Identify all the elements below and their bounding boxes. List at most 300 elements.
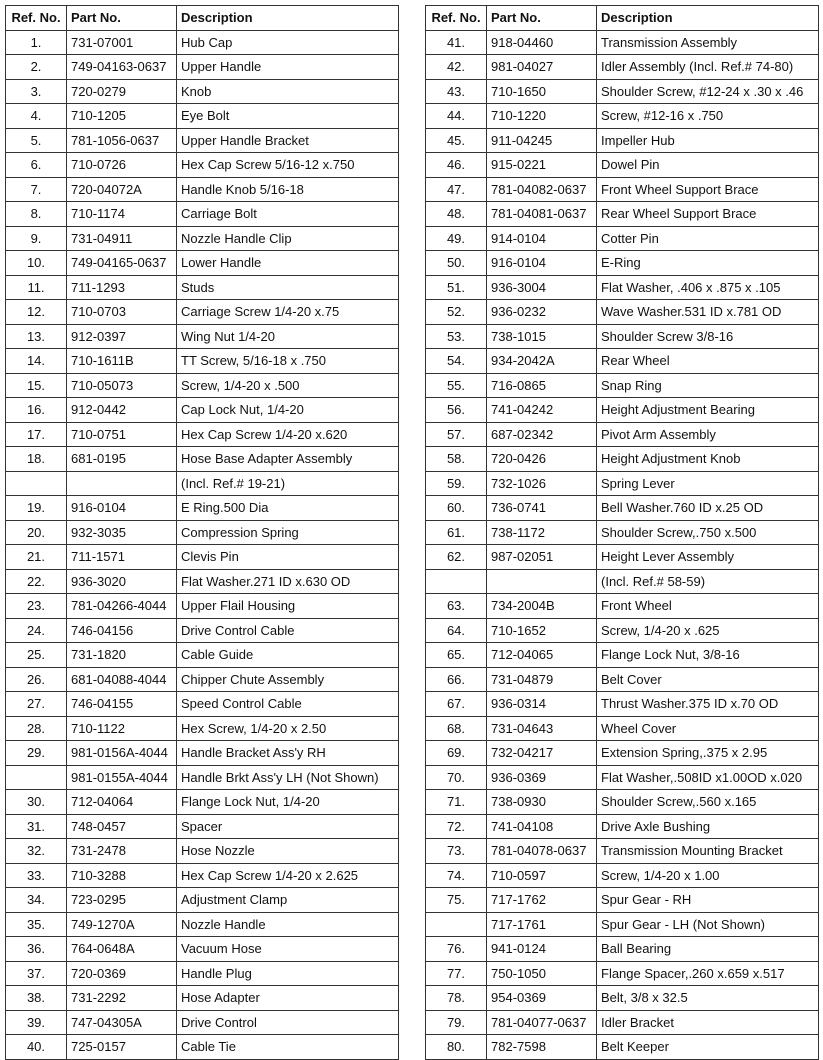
ref-no-cell: 50. xyxy=(426,251,487,276)
table-row xyxy=(426,765,819,790)
part-no-cell xyxy=(487,569,597,594)
part-no-cell: 731-04643 xyxy=(487,716,597,741)
ref-no-cell: 80. xyxy=(426,1035,487,1060)
ref-no-cell: 48. xyxy=(426,202,487,227)
table-row xyxy=(6,839,399,864)
part-no-cell: 710-1611B xyxy=(67,349,177,374)
table-row xyxy=(6,741,399,766)
ref-no-cell: 69. xyxy=(426,741,487,766)
ref-no-cell: 63. xyxy=(426,594,487,619)
part-no-cell: 749-04163-0637 xyxy=(67,55,177,80)
description-cell: Compression Spring xyxy=(177,520,399,545)
part-no-cell: 750-1050 xyxy=(487,961,597,986)
part-no-cell: 941-0124 xyxy=(487,937,597,962)
part-no-cell: 712-04064 xyxy=(67,790,177,815)
part-no-cell: 710-1174 xyxy=(67,202,177,227)
table-row xyxy=(426,618,819,643)
part-no-cell: 741-04108 xyxy=(487,814,597,839)
description-cell: Belt Keeper xyxy=(597,1035,819,1060)
table-row xyxy=(426,716,819,741)
ref-no-cell: 15. xyxy=(6,373,67,398)
table-row xyxy=(6,251,399,276)
part-no-cell: 981-0155A-4044 xyxy=(67,765,177,790)
part-no-cell: 712-04065 xyxy=(487,643,597,668)
part-no-cell: 710-0597 xyxy=(487,863,597,888)
description-cell: Rear Wheel Support Brace xyxy=(597,202,819,227)
description-cell: Height Lever Assembly xyxy=(597,545,819,570)
description-cell: Shoulder Screw, #12-24 x .30 x .46 xyxy=(597,79,819,104)
ref-no-cell: 62. xyxy=(426,545,487,570)
part-no-cell: 731-2478 xyxy=(67,839,177,864)
table-row xyxy=(426,888,819,913)
table-row xyxy=(6,226,399,251)
table-row xyxy=(426,226,819,251)
ref-no-cell: 24. xyxy=(6,618,67,643)
table-row xyxy=(6,912,399,937)
part-no-cell: 710-0703 xyxy=(67,300,177,325)
ref-no-cell: 66. xyxy=(426,667,487,692)
part-no-cell: 720-04072A xyxy=(67,177,177,202)
table-row xyxy=(6,275,399,300)
ref-no-cell: 44. xyxy=(426,104,487,129)
ref-no-cell: 35. xyxy=(6,912,67,937)
part-no-cell: 731-1820 xyxy=(67,643,177,668)
description-cell: Adjustment Clamp xyxy=(177,888,399,913)
part-no-cell: 746-04156 xyxy=(67,618,177,643)
part-no-cell: 918-04460 xyxy=(487,30,597,55)
description-cell: Hose Base Adapter Assembly xyxy=(177,447,399,472)
table-row xyxy=(426,961,819,986)
part-no-cell xyxy=(67,471,177,496)
table-row xyxy=(426,643,819,668)
part-no-cell: 720-0426 xyxy=(487,447,597,472)
table-row xyxy=(6,128,399,153)
description-cell: Flange Lock Nut, 3/8-16 xyxy=(597,643,819,668)
table-row xyxy=(426,471,819,496)
ref-no-header: Ref. No. xyxy=(6,6,67,31)
description-cell: Snap Ring xyxy=(597,373,819,398)
description-cell: Flat Washer, .406 x .875 x .105 xyxy=(597,275,819,300)
header-row xyxy=(6,6,399,31)
part-no-cell: 723-0295 xyxy=(67,888,177,913)
description-cell: (Incl. Ref.# 19-21) xyxy=(177,471,399,496)
ref-no-cell: 23. xyxy=(6,594,67,619)
table-row xyxy=(426,667,819,692)
part-no-cell: 911-04245 xyxy=(487,128,597,153)
table-row xyxy=(426,128,819,153)
part-no-cell: 916-0104 xyxy=(67,496,177,521)
ref-no-cell: 68. xyxy=(426,716,487,741)
description-cell: Handle Bracket Ass'y RH xyxy=(177,741,399,766)
ref-no-cell: 51. xyxy=(426,275,487,300)
ref-no-cell: 43. xyxy=(426,79,487,104)
part-no-cell: 731-07001 xyxy=(67,30,177,55)
description-cell: Front Wheel xyxy=(597,594,819,619)
ref-no-cell xyxy=(6,765,67,790)
parts-table-left xyxy=(5,5,399,1060)
ref-no-cell: 40. xyxy=(6,1035,67,1060)
ref-no-cell: 20. xyxy=(6,520,67,545)
description-cell: Handle Knob 5/16-18 xyxy=(177,177,399,202)
part-no-cell: 981-0156A-4044 xyxy=(67,741,177,766)
description-cell: Height Adjustment Knob xyxy=(597,447,819,472)
description-cell: Hex Screw, 1/4-20 x 2.50 xyxy=(177,716,399,741)
table-row xyxy=(6,814,399,839)
part-no-cell: 710-3288 xyxy=(67,863,177,888)
description-cell: Cable Guide xyxy=(177,643,399,668)
description-cell: Upper Flail Housing xyxy=(177,594,399,619)
ref-no-cell: 79. xyxy=(426,1010,487,1035)
ref-no-cell: 27. xyxy=(6,692,67,717)
table-row xyxy=(6,790,399,815)
header-row xyxy=(426,6,819,31)
table-row xyxy=(6,104,399,129)
description-cell: Idler Bracket xyxy=(597,1010,819,1035)
ref-no-cell: 1. xyxy=(6,30,67,55)
part-no-cell: 954-0369 xyxy=(487,986,597,1011)
ref-no-cell: 71. xyxy=(426,790,487,815)
table-row xyxy=(426,863,819,888)
table-row xyxy=(426,447,819,472)
part-no-cell: 936-0232 xyxy=(487,300,597,325)
part-no-cell: 731-04911 xyxy=(67,226,177,251)
table-row xyxy=(426,1035,819,1060)
ref-no-cell: 28. xyxy=(6,716,67,741)
description-cell: Bell Washer.760 ID x.25 OD xyxy=(597,496,819,521)
part-no-cell: 981-04027 xyxy=(487,55,597,80)
description-cell: Transmission Mounting Bracket xyxy=(597,839,819,864)
description-cell: Carriage Screw 1/4-20 x.75 xyxy=(177,300,399,325)
table-row xyxy=(426,153,819,178)
part-no-cell: 738-0930 xyxy=(487,790,597,815)
table-row xyxy=(6,349,399,374)
table-row xyxy=(6,569,399,594)
description-cell: Upper Handle xyxy=(177,55,399,80)
part-no-cell: 916-0104 xyxy=(487,251,597,276)
description-cell: Belt, 3/8 x 32.5 xyxy=(597,986,819,1011)
ref-no-cell: 55. xyxy=(426,373,487,398)
parts-list-left xyxy=(6,30,399,1059)
ref-no-cell: 76. xyxy=(426,937,487,962)
part-no-cell: 936-3004 xyxy=(487,275,597,300)
table-row xyxy=(6,765,399,790)
table-row xyxy=(426,251,819,276)
ref-no-cell: 64. xyxy=(426,618,487,643)
description-cell: Cotter Pin xyxy=(597,226,819,251)
ref-no-cell: 32. xyxy=(6,839,67,864)
table-row xyxy=(6,618,399,643)
table-row xyxy=(426,422,819,447)
table-row xyxy=(6,300,399,325)
table-row xyxy=(426,349,819,374)
description-cell: Chipper Chute Assembly xyxy=(177,667,399,692)
part-no-cell: 725-0157 xyxy=(67,1035,177,1060)
ref-no-cell: 13. xyxy=(6,324,67,349)
ref-no-cell: 46. xyxy=(426,153,487,178)
description-cell: Screw, 1/4-20 x 1.00 xyxy=(597,863,819,888)
description-cell: Handle Plug xyxy=(177,961,399,986)
ref-no-cell: 49. xyxy=(426,226,487,251)
table-row xyxy=(6,545,399,570)
ref-no-cell: 5. xyxy=(6,128,67,153)
part-no-cell: 710-1650 xyxy=(487,79,597,104)
ref-no-cell: 47. xyxy=(426,177,487,202)
part-no-cell: 738-1015 xyxy=(487,324,597,349)
table-row xyxy=(426,790,819,815)
description-cell: Carriage Bolt xyxy=(177,202,399,227)
description-cell: Spur Gear - LH (Not Shown) xyxy=(597,912,819,937)
part-no-cell: 914-0104 xyxy=(487,226,597,251)
description-cell: Flange Spacer,.260 x.659 x.517 xyxy=(597,961,819,986)
ref-no-cell: 37. xyxy=(6,961,67,986)
description-cell: Hose Nozzle xyxy=(177,839,399,864)
table-row xyxy=(6,937,399,962)
table-row xyxy=(6,471,399,496)
table-row xyxy=(6,447,399,472)
description-cell: Belt Cover xyxy=(597,667,819,692)
table-row xyxy=(426,986,819,1011)
ref-no-cell: 36. xyxy=(6,937,67,962)
table-row xyxy=(426,79,819,104)
part-no-cell: 717-1762 xyxy=(487,888,597,913)
part-no-cell: 720-0279 xyxy=(67,79,177,104)
part-no-cell: 934-2042A xyxy=(487,349,597,374)
description-cell: Screw, 1/4-20 x .500 xyxy=(177,373,399,398)
part-no-cell: 687-02342 xyxy=(487,422,597,447)
part-no-cell: 781-04082-0637 xyxy=(487,177,597,202)
ref-no-cell: 73. xyxy=(426,839,487,864)
part-no-cell: 731-2292 xyxy=(67,986,177,1011)
ref-no-cell: 6. xyxy=(6,153,67,178)
description-cell: Impeller Hub xyxy=(597,128,819,153)
table-row xyxy=(426,104,819,129)
table-row xyxy=(426,1010,819,1035)
description-cell: Height Adjustment Bearing xyxy=(597,398,819,423)
description-cell: Flat Washer,.508ID x1.00OD x.020 xyxy=(597,765,819,790)
part-no-cell: 716-0865 xyxy=(487,373,597,398)
ref-no-cell: 72. xyxy=(426,814,487,839)
description-cell: Idler Assembly (Incl. Ref.# 74-80) xyxy=(597,55,819,80)
part-no-cell: 732-04217 xyxy=(487,741,597,766)
ref-no-cell xyxy=(6,471,67,496)
part-no-cell: 782-7598 xyxy=(487,1035,597,1060)
description-cell: Spur Gear - RH xyxy=(597,888,819,913)
table-row xyxy=(426,30,819,55)
ref-no-cell: 65. xyxy=(426,643,487,668)
ref-no-cell: 59. xyxy=(426,471,487,496)
ref-no-cell: 70. xyxy=(426,765,487,790)
ref-no-cell: 25. xyxy=(6,643,67,668)
ref-no-cell: 33. xyxy=(6,863,67,888)
ref-no-cell: 41. xyxy=(426,30,487,55)
parts-list-right xyxy=(426,30,819,1059)
ref-no-cell: 19. xyxy=(6,496,67,521)
description-cell: Spring Lever xyxy=(597,471,819,496)
table-row xyxy=(6,1035,399,1060)
table-row xyxy=(426,839,819,864)
part-no-header: Part No. xyxy=(67,6,177,31)
description-cell: Hub Cap xyxy=(177,30,399,55)
description-cell: (Incl. Ref.# 58-59) xyxy=(597,569,819,594)
table-row xyxy=(6,496,399,521)
description-cell: Studs xyxy=(177,275,399,300)
description-cell: Wing Nut 1/4-20 xyxy=(177,324,399,349)
ref-no-cell: 26. xyxy=(6,667,67,692)
table-row xyxy=(426,398,819,423)
table-row xyxy=(6,667,399,692)
description-cell: Hex Cap Screw 1/4-20 x 2.625 xyxy=(177,863,399,888)
ref-no-cell: 9. xyxy=(6,226,67,251)
ref-no-cell: 39. xyxy=(6,1010,67,1035)
description-cell: Nozzle Handle xyxy=(177,912,399,937)
table-row xyxy=(6,594,399,619)
description-cell: Nozzle Handle Clip xyxy=(177,226,399,251)
ref-no-cell: 58. xyxy=(426,447,487,472)
table-row xyxy=(6,520,399,545)
description-cell: Ball Bearing xyxy=(597,937,819,962)
ref-no-cell: 18. xyxy=(6,447,67,472)
ref-no-cell: 10. xyxy=(6,251,67,276)
table-row xyxy=(426,300,819,325)
part-no-cell: 717-1761 xyxy=(487,912,597,937)
table-row xyxy=(426,496,819,521)
ref-no-cell: 78. xyxy=(426,986,487,1011)
table-row xyxy=(426,594,819,619)
part-no-cell: 736-0741 xyxy=(487,496,597,521)
ref-no-cell: 53. xyxy=(426,324,487,349)
description-cell: Drive Control Cable xyxy=(177,618,399,643)
description-cell: Vacuum Hose xyxy=(177,937,399,962)
table-row xyxy=(426,373,819,398)
description-cell: Hex Cap Screw 1/4-20 x.620 xyxy=(177,422,399,447)
ref-no-cell xyxy=(426,569,487,594)
description-cell: Extension Spring,.375 x 2.95 xyxy=(597,741,819,766)
part-no-cell: 710-1652 xyxy=(487,618,597,643)
ref-no-cell: 42. xyxy=(426,55,487,80)
part-no-cell: 987-02051 xyxy=(487,545,597,570)
table-row xyxy=(6,202,399,227)
table-row xyxy=(6,888,399,913)
description-cell: Rear Wheel xyxy=(597,349,819,374)
table-row xyxy=(426,202,819,227)
table-row xyxy=(426,55,819,80)
table-row xyxy=(6,986,399,1011)
description-cell: Front Wheel Support Brace xyxy=(597,177,819,202)
table-row xyxy=(426,814,819,839)
part-no-cell: 915-0221 xyxy=(487,153,597,178)
part-no-cell: 747-04305A xyxy=(67,1010,177,1035)
description-cell: Wave Washer.531 ID x.781 OD xyxy=(597,300,819,325)
part-no-cell: 710-05073 xyxy=(67,373,177,398)
part-no-cell: 936-0314 xyxy=(487,692,597,717)
table-row xyxy=(426,741,819,766)
table-row xyxy=(6,177,399,202)
description-cell: Shoulder Screw,.560 x.165 xyxy=(597,790,819,815)
description-cell: Thrust Washer.375 ID x.70 OD xyxy=(597,692,819,717)
table-row xyxy=(426,569,819,594)
part-no-cell: 746-04155 xyxy=(67,692,177,717)
ref-no-cell: 2. xyxy=(6,55,67,80)
ref-no-cell: 75. xyxy=(426,888,487,913)
part-no-cell: 711-1293 xyxy=(67,275,177,300)
description-cell: Shoulder Screw,.750 x.500 xyxy=(597,520,819,545)
description-cell: Knob xyxy=(177,79,399,104)
ref-no-cell: 34. xyxy=(6,888,67,913)
table-row xyxy=(6,692,399,717)
description-cell: Clevis Pin xyxy=(177,545,399,570)
description-cell: Handle Brkt Ass'y LH (Not Shown) xyxy=(177,765,399,790)
part-no-cell: 749-1270A xyxy=(67,912,177,937)
part-no-cell: 710-1220 xyxy=(487,104,597,129)
part-no-cell: 781-04266-4044 xyxy=(67,594,177,619)
ref-no-cell: 8. xyxy=(6,202,67,227)
description-cell: Cap Lock Nut, 1/4-20 xyxy=(177,398,399,423)
table-row xyxy=(6,398,399,423)
part-no-cell: 720-0369 xyxy=(67,961,177,986)
ref-no-cell: 57. xyxy=(426,422,487,447)
description-header: Description xyxy=(177,6,399,31)
part-no-cell: 741-04242 xyxy=(487,398,597,423)
table-row xyxy=(426,937,819,962)
part-no-cell: 764-0648A xyxy=(67,937,177,962)
part-no-cell: 681-0195 xyxy=(67,447,177,472)
ref-no-cell xyxy=(426,912,487,937)
ref-no-cell: 22. xyxy=(6,569,67,594)
part-no-cell: 711-1571 xyxy=(67,545,177,570)
part-no-header: Part No. xyxy=(487,6,597,31)
description-cell: Flat Washer.271 ID x.630 OD xyxy=(177,569,399,594)
ref-no-cell: 61. xyxy=(426,520,487,545)
table-row xyxy=(6,863,399,888)
table-row xyxy=(6,153,399,178)
part-no-cell: 781-04077-0637 xyxy=(487,1010,597,1035)
part-no-cell: 781-04078-0637 xyxy=(487,839,597,864)
table-row xyxy=(6,961,399,986)
ref-no-header: Ref. No. xyxy=(426,6,487,31)
part-no-cell: 749-04165-0637 xyxy=(67,251,177,276)
description-cell: E-Ring xyxy=(597,251,819,276)
description-cell: Transmission Assembly xyxy=(597,30,819,55)
table-row xyxy=(426,692,819,717)
ref-no-cell: 54. xyxy=(426,349,487,374)
part-no-cell: 734-2004B xyxy=(487,594,597,619)
part-no-cell: 781-1056-0637 xyxy=(67,128,177,153)
parts-table-right xyxy=(425,5,819,1060)
table-row xyxy=(6,55,399,80)
ref-no-cell: 14. xyxy=(6,349,67,374)
description-cell: Hex Cap Screw 5/16-12 x.750 xyxy=(177,153,399,178)
part-no-cell: 732-1026 xyxy=(487,471,597,496)
ref-no-cell: 52. xyxy=(426,300,487,325)
table-row xyxy=(6,716,399,741)
description-cell: Spacer xyxy=(177,814,399,839)
description-cell: Drive Axle Bushing xyxy=(597,814,819,839)
description-cell: Shoulder Screw 3/8-16 xyxy=(597,324,819,349)
table-row xyxy=(426,324,819,349)
table-row xyxy=(6,324,399,349)
part-no-cell: 738-1172 xyxy=(487,520,597,545)
description-cell: Wheel Cover xyxy=(597,716,819,741)
ref-no-cell: 7. xyxy=(6,177,67,202)
description-cell: Upper Handle Bracket xyxy=(177,128,399,153)
description-cell: Hose Adapter xyxy=(177,986,399,1011)
part-no-cell: 710-1122 xyxy=(67,716,177,741)
description-cell: Lower Handle xyxy=(177,251,399,276)
part-no-cell: 710-0751 xyxy=(67,422,177,447)
ref-no-cell: 56. xyxy=(426,398,487,423)
table-row xyxy=(6,1010,399,1035)
ref-no-cell: 4. xyxy=(6,104,67,129)
